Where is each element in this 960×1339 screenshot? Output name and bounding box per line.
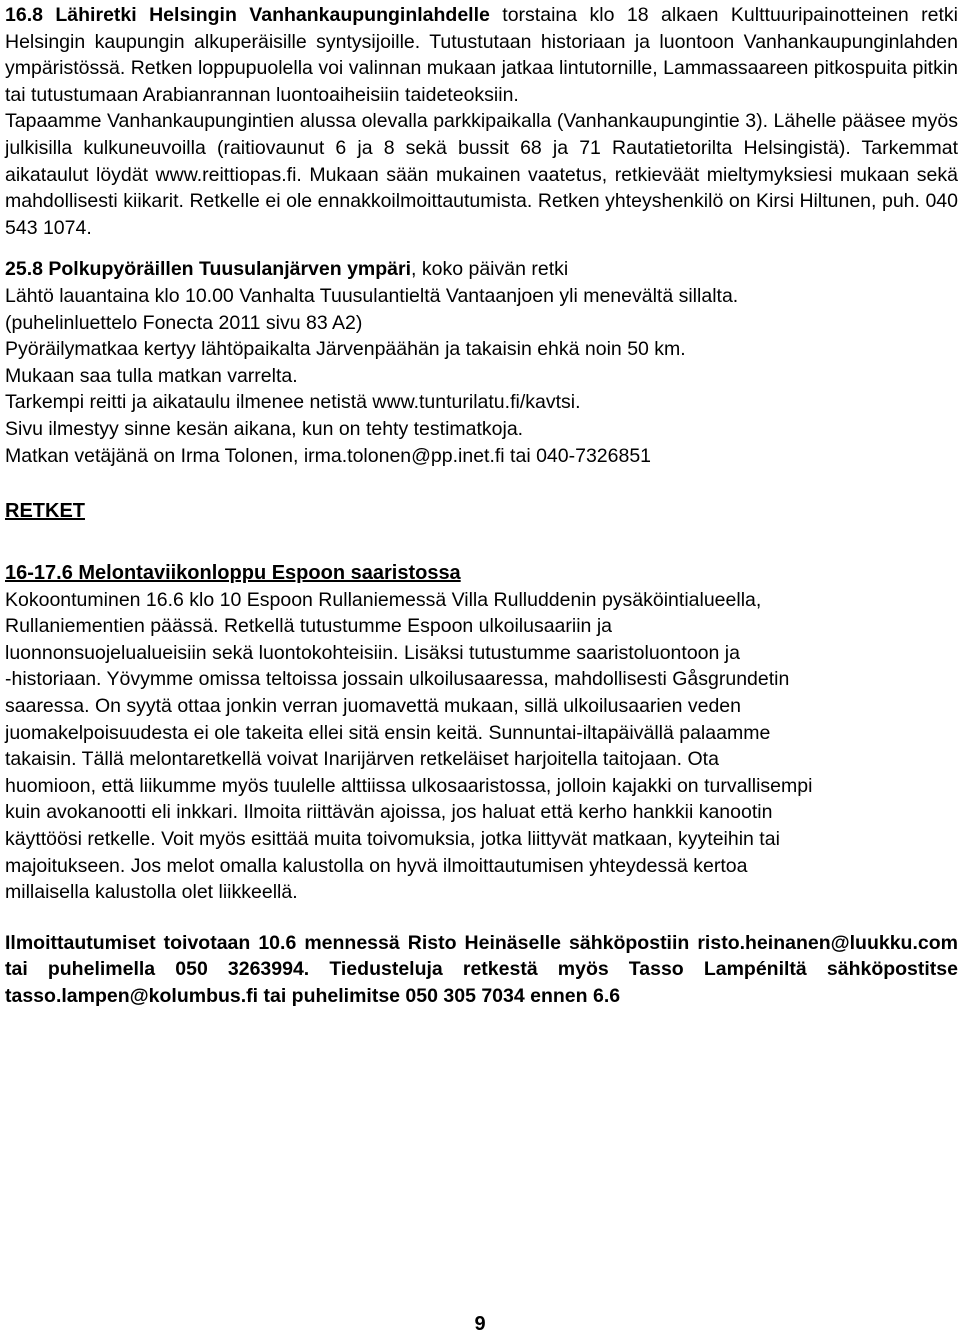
section-16-8 [5,2,958,241]
section-25-8-line: Lähtö lauantaina klo 10.00 Vanhalta Tuusulantieltä Vantaanjoen yli menevältä sillalta. [5,284,739,307]
section-16-8-intro-paragraph [5,2,958,108]
section-25-8-line: Pyöräilymatkaa kertyy lähtöpaikalta Järvenpäähän ja takaisin ehkä noin 50 km. [5,338,686,361]
section-25-8 [5,256,958,469]
section-25-8-line: Mukaan saa tulla matkan varrelta. [5,364,298,387]
section-16-17-6-line: luonnonsuojelualueisiin sekä luontokohteisiin. Lisäksi tutustumme saaristoluontoon ja [5,641,740,664]
section-16-17-6-line: -historiaan. Yövymme omissa teltoissa jossain ulkoilusaaressa, mahdollisesti Gåsgrundetin [5,668,790,691]
section-16-17-6-line: kuin avokanootti eli inkkari. Ilmoita riittävän ajoissa, jos haluat että kerho hankkii kanootin [5,801,773,824]
section-16-17-6-line: majoitukseen. Jos melot omalla kalustolla on hyvä ilmoittautumisen yhteydessä kertoa [5,854,748,877]
page-number: 9 [474,1313,486,1335]
section-25-8-line: (puhelinluettelo Fonecta 2011 sivu 83 A2) [5,311,363,334]
section-16-17-6 [5,560,958,906]
section-25-8-line: Tarkempi reitti ja aikataulu ilmenee netistä www.tunturilatu.fi/kavtsi. [5,391,581,414]
document-page [5,0,958,1010]
retket-heading: RETKET [5,500,85,523]
section-16-17-6-line: saaressa. On syytä ottaa jonkin verran juomavettä mukaan, sillä ulkoilusaarien veden [5,695,741,718]
section-25-8-heading-line [5,256,958,283]
section-25-8-heading: 25.8 Polkupyöräillen Tuusulanjärven ympäri [5,258,412,281]
section-16-8-heading: 16.8 Lähiretki Helsingin Vanhankaupunginlahdelle [5,4,490,26]
section-16-17-6-line: takaisin. Tällä melontaretkellä voivat Inarijärven retkeläiset harjoitella taitojaan. Ota [5,748,719,771]
section-16-17-6-line: millaisella kalustolla olet liikkeellä. [5,881,298,904]
section-16-17-6-heading: 16-17.6 Melontaviikonloppu Espoon saaristossa [5,562,461,585]
section-16-8-details: Tapaamme Vanhankaupungintien alussa olevalla parkkipaikalla (Vanhankaupungintie 3). Lähelle pääsee myös julkisilla kulkuneuvoilla (raitiovaunut 6 ja 8 sekä bussit 68 ja 71 Rautatietorilta Helsingistä). Tarkemmat aikataulut löydät www.reittiopas.fi. Mukaan sään mukainen vaatetus, retkieväät mieltymyksiesi mukaan sekä mahdollisesti kiikarit. Retkelle ei ole ennakkoilmoittautumista. Retken yhteyshenkilö on Kirsi Hiltunen, puh. 040 543 1074. [5,110,958,239]
section-25-8-line: Matkan vetäjänä on Irma Tolonen, irma.tolonen@pp.inet.fi tai 040-7326851 [5,444,652,467]
section-16-17-6-line: Rullaniementien päässä. Retkellä tutustumme Espoon ulkoilusaariin ja [5,615,612,638]
section-16-17-6-line: juomakelpoisuudesta ei ole takeita ellei sitä ensin keitä. Sunnuntai-iltapäivällä palaamme [5,721,771,744]
section-16-17-6-line: huomioon, että liikumme myös tuulelle alttiissa ulkosaaristossa, jolloin kajakki on turvallisempi [5,774,813,797]
section-25-8-heading-suffix: , koko päivän retki [411,258,569,281]
section-16-17-6-line: Kokoontuminen 16.6 klo 10 Espoon Rullaniemessä Villa Rulluddenin pysäköintialueella, [5,588,762,611]
registration-paragraph: Ilmoittautumiset toivotaan 10.6 mennessä Risto Heinäselle sähköpostiin risto.heinanen@luukku.com tai puhelimella 050 3263994. Tiedusteluja retkestä myös Tasso Lampéniltä sähköpostitse tasso.lampen@kolumbus.fi tai puhelimitse 050 305 7034 ennen 6.6 [5,931,958,1007]
section-25-8-line: Sivu ilmestyy sinne kesän aikana, kun on tehty testimatkoja. [5,417,524,440]
section-16-17-6-line: käyttöösi retkelle. Voit myös esittää muita toivomuksia, jotka liittyvät matkaan, kyyteihin tai [5,828,780,851]
section-16-8-intro: torstaina klo 18 alkaen Kulttuuripainotteinen retki Helsingin kaupungin alkuperäisille syntysijoille. Tutustutaan historiaan ja luontoon Vanhankaupunginlahden ympäristössä. Retken loppupuolella voi valinnan mukaan jatkaa lintutornille, Lammassaareen pitkospuita pitkin tai tutustumaan Arabianrannan luontoaiheisiin taideteoksiin. [5,4,958,106]
